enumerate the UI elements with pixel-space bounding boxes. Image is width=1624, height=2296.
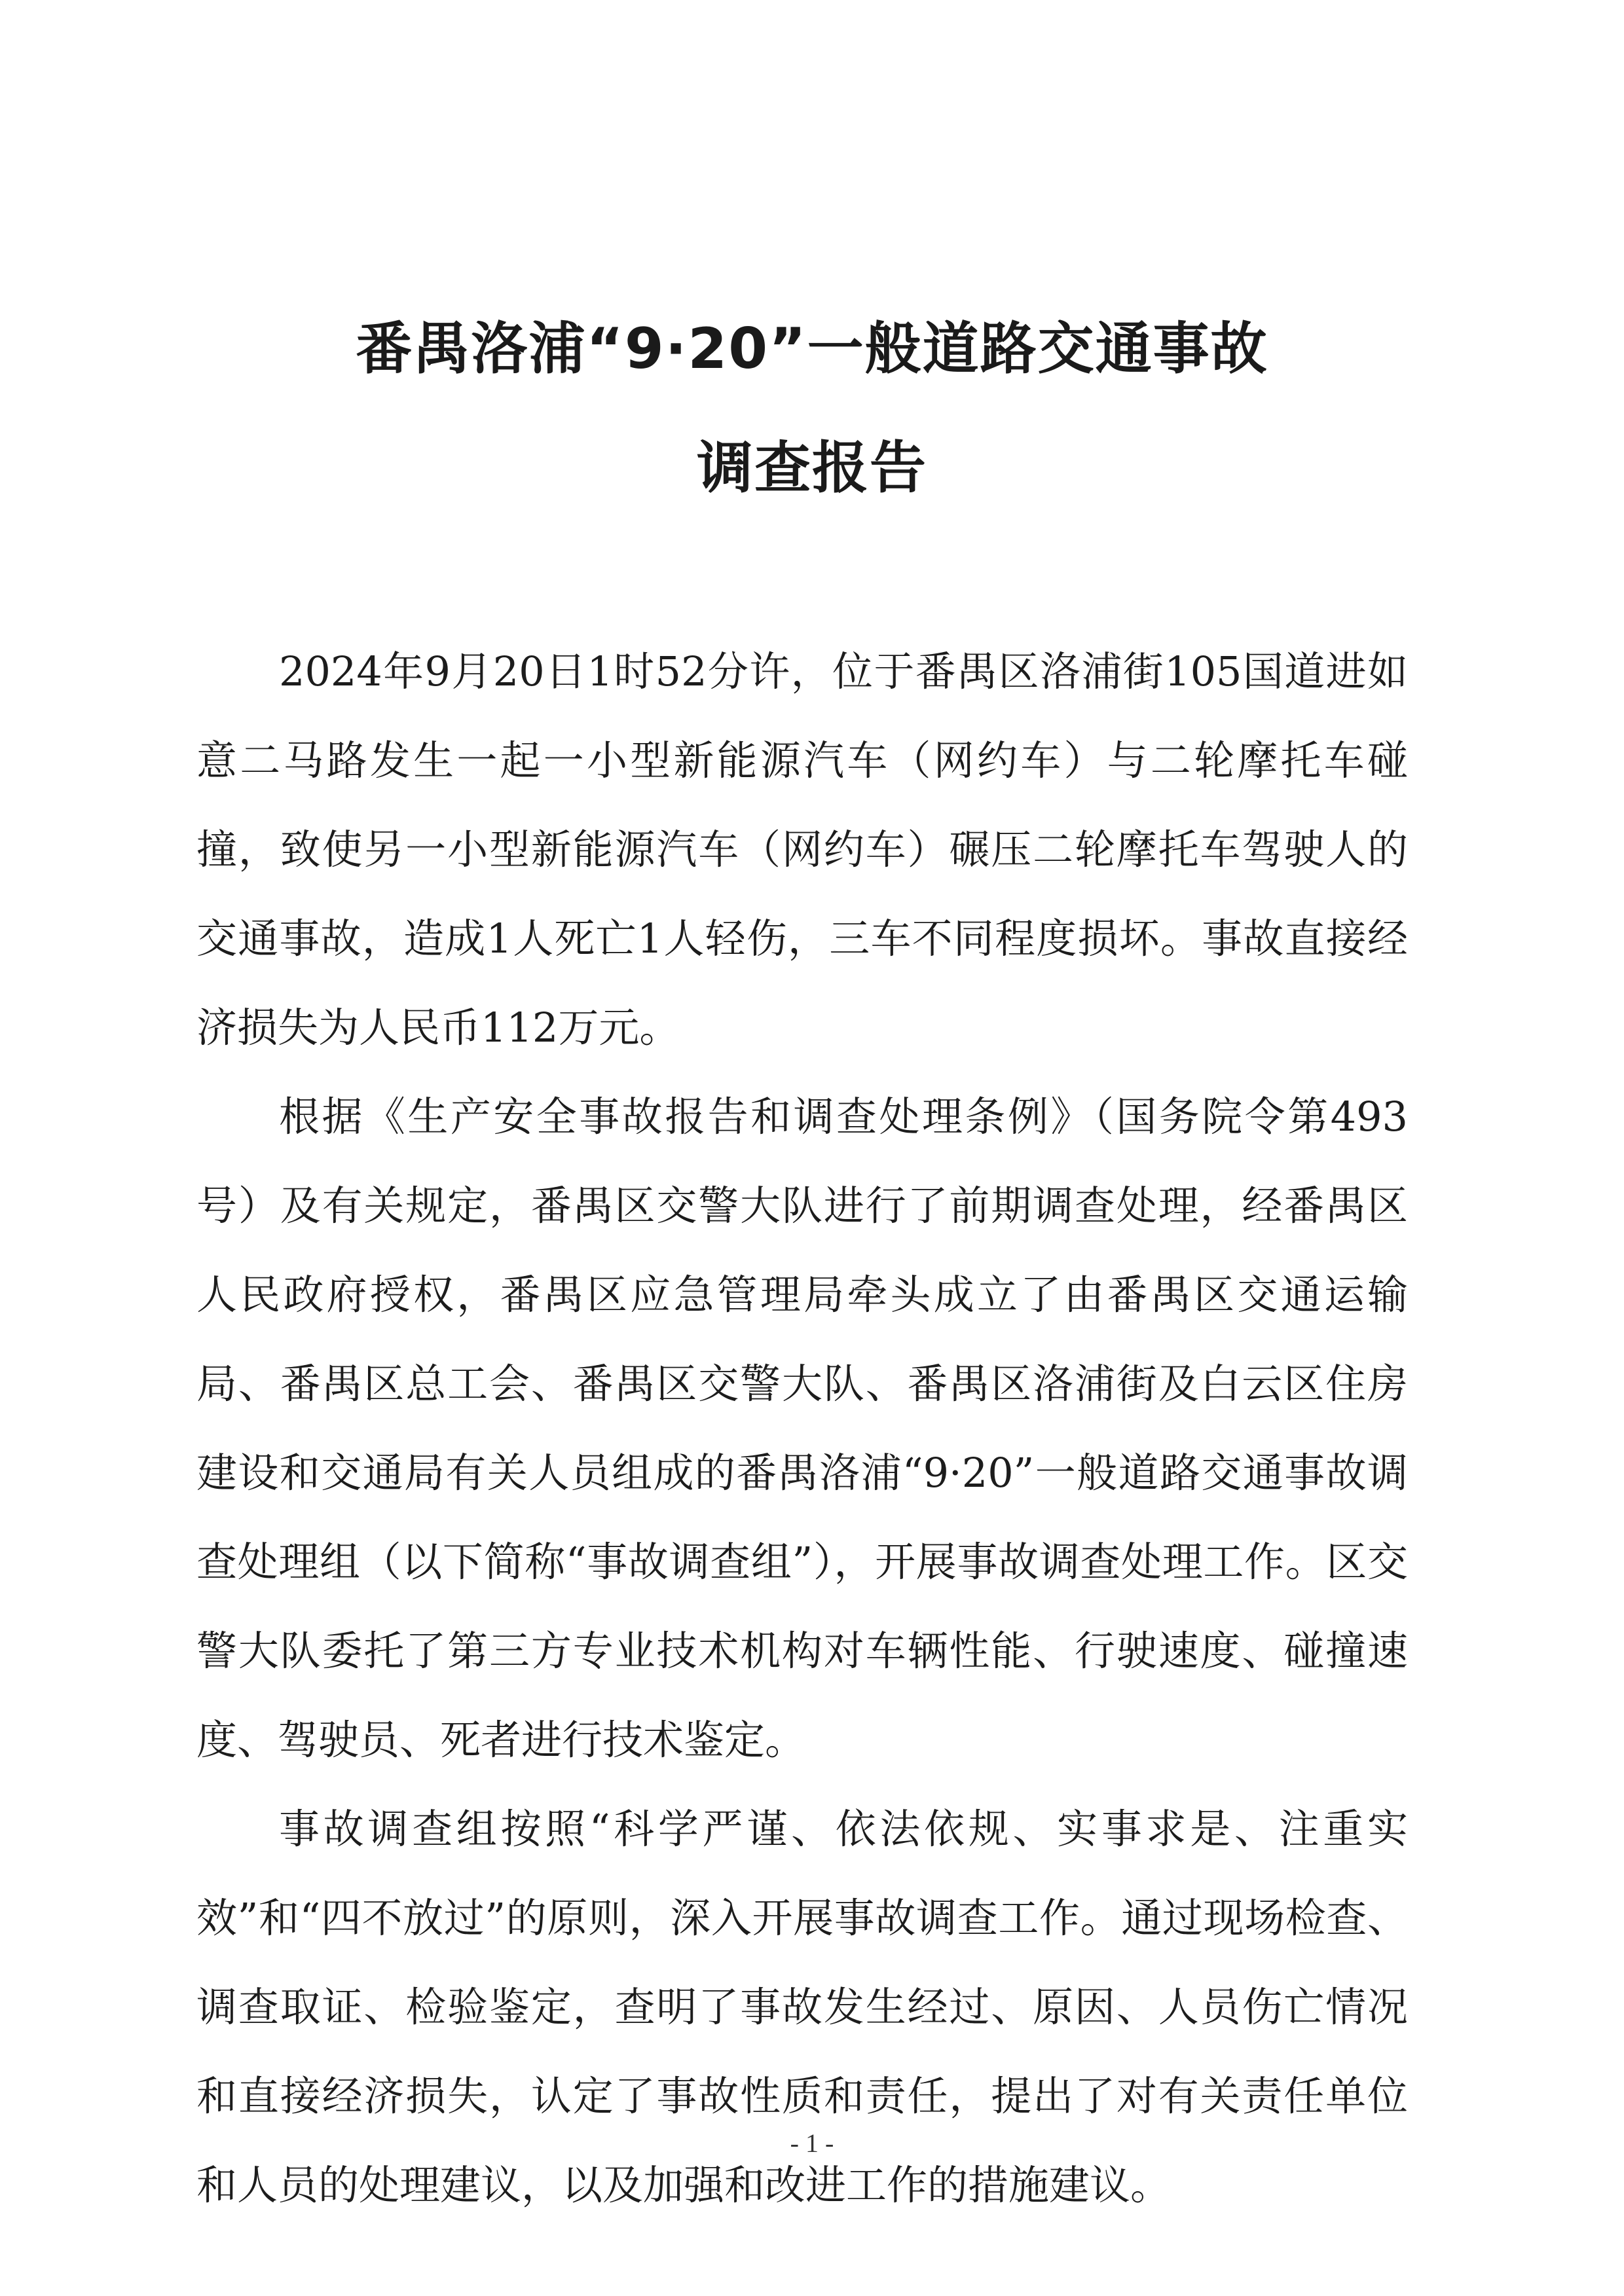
document-title-line-1: 番禺洛浦“9·20”一般道路交通事故 bbox=[356, 316, 1268, 382]
document-body bbox=[196, 627, 1408, 2230]
paragraph-investigation-basis: 根据《生产安全事故报告和调查处理条例》（国务院令第493号）及有关规定，番禺区交警大队进行了前期调查处理，经番禺区人民政府授权，番禺区应急管理局牵头成立了由番禺区交通运输局、番禺区总工会、番禺区交警大队、番禺区洛浦街及白云区住房建设和交通局有关人员组成的番禺洛浦“9·20”一般道路交通事故调查处理组（以下简称“事故调查组”），开展事故调查处理工作。区交警大队委托了第三方专业技术机构对车辆性能、行驶速度、碰撞速度、驾驶员、死者进行技术鉴定。 bbox=[196, 1093, 1408, 1764]
paragraph-investigation-principles: 事故调查组按照“科学严谨、依法依规、实事求是、注重实效”和“四不放过”的原则，深入开展事故调查工作。通过现场检查、调查取证、检验鉴定，查明了事故发生经过、原因、人员伤亡情况和直接经济损失，认定了事故性质和责任，提出了对有关责任单位和人员的处理建议，以及加强和改进工作的措施建议。 bbox=[196, 1805, 1408, 2209]
page-number: - 1 - bbox=[790, 2128, 834, 2158]
paragraph-accident-summary: 2024年9月20日1时52分许，位于番禺区洛浦街105国道进如意二马路发生一起一小型新能源汽车（网约车）与二轮摩托车碰撞，致使另一小型新能源汽车（网约车）碾压二轮摩托车驾驶人的交通事故，造成1人死亡1人轻伤，三车不同程度损坏。事故直接经济损失为人民币112万元。 bbox=[196, 647, 1408, 1051]
document-title-line-2: 调查报告 bbox=[697, 435, 927, 501]
